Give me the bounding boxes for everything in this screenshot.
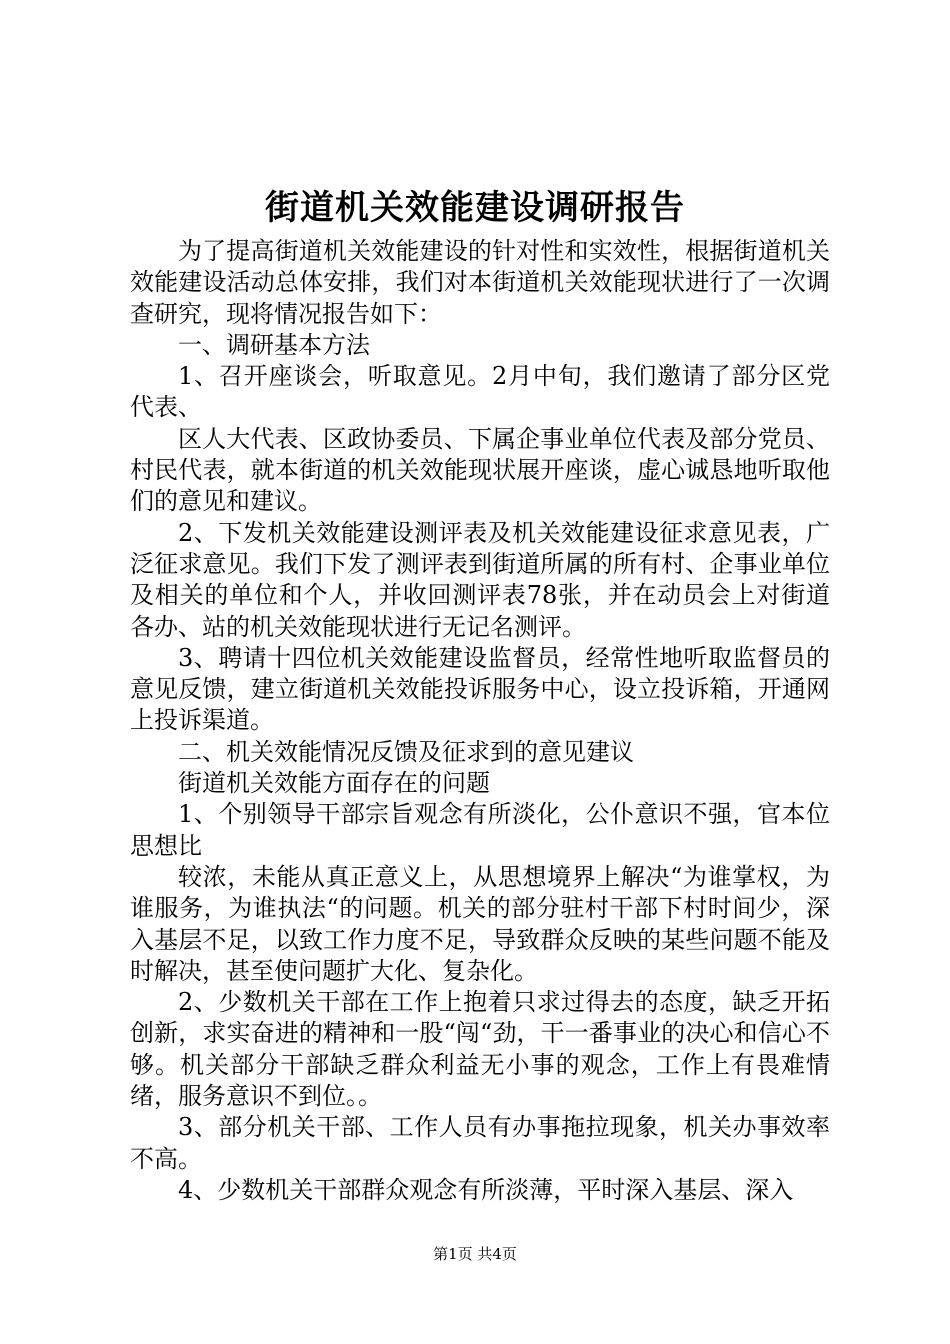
paragraph-intro: 为了提高街道机关效能建设的针对性和实效性，根据街道机关效能建设活动总体安排，我们对本街道机关效能现状进行了一次调查研究，现将情况报告如下： [130,237,830,328]
document-body [130,236,830,1206]
document-title: 街道机关效能建设调研报告 [265,188,685,228]
subheading-problems: 街道机关效能方面存在的问题 [178,769,490,798]
paragraph-method-3: 3、聘请十四位机关效能建设监督员，经常性地听取监督员的意见反馈，建立街道机关效能投诉服务中心，设立投诉箱，开通网上投诉渠道。 [130,643,830,735]
paragraph-problem-2: 2、少数机关干部在工作上抱着只求过得去的态度，缺乏开拓创新，求实奋进的精神和一股“闯“劲，干一番事业的决心和信心不够。机关部分干部缺乏群众利益无小事的观念，工作上有畏难情绪，服务意识不到位。。 [130,988,830,1111]
paragraph-method-1: 1、召开座谈会，听取意见。2月中旬，我们邀请了部分区党代表、 [130,362,830,422]
paragraph-method-2: 2、下发机关效能建设测评表及机关效能建设征求意见表，广泛征求意见。我们下发了测评表到街道所属的所有村、企事业单位及相关的单位和个人，并收回测评表78张，并在动员会上对街道各办、站的机关效能现状进行无记名测评。 [130,518,830,641]
section-heading-methods: 一、调研基本方法 [178,330,370,359]
paragraph-problem-1: 1、个别领导干部宗旨观念有所淡化，公仆意识不强，官本位思想比 [130,800,830,860]
paragraph-problem-1-cont: 较浓，未能从真正意义上，从思想境界上解决“为谁掌权，为谁服务，为谁执法“的问题。机关的部分驻村干部下村时间少，深入基层不足，以致工作力度不足，导致群众反映的某些问题不能及时解决，甚至使问题扩大化、复杂化。 [130,862,830,985]
paragraph-problem-3: 3、部分机关干部、工作人员有办事拖拉现象，机关办事效率不高。 [130,1113,830,1173]
paragraph-method-1-cont: 区人大代表、区政协委员、下属企事业单位代表及部分党员、村民代表，就本街道的机关效能现状展开座谈，虚心诚恳地听取他们的意见和建议。 [130,424,830,516]
page-number-footer: 第1页 共4页 [433,1245,517,1263]
paragraph-problem-4: 4、少数机关干部群众观念有所淡薄，平时深入基层、深入 [178,1175,794,1204]
section-heading-feedback: 二、机关效能情况反馈及征求到的意见建议 [178,737,634,766]
